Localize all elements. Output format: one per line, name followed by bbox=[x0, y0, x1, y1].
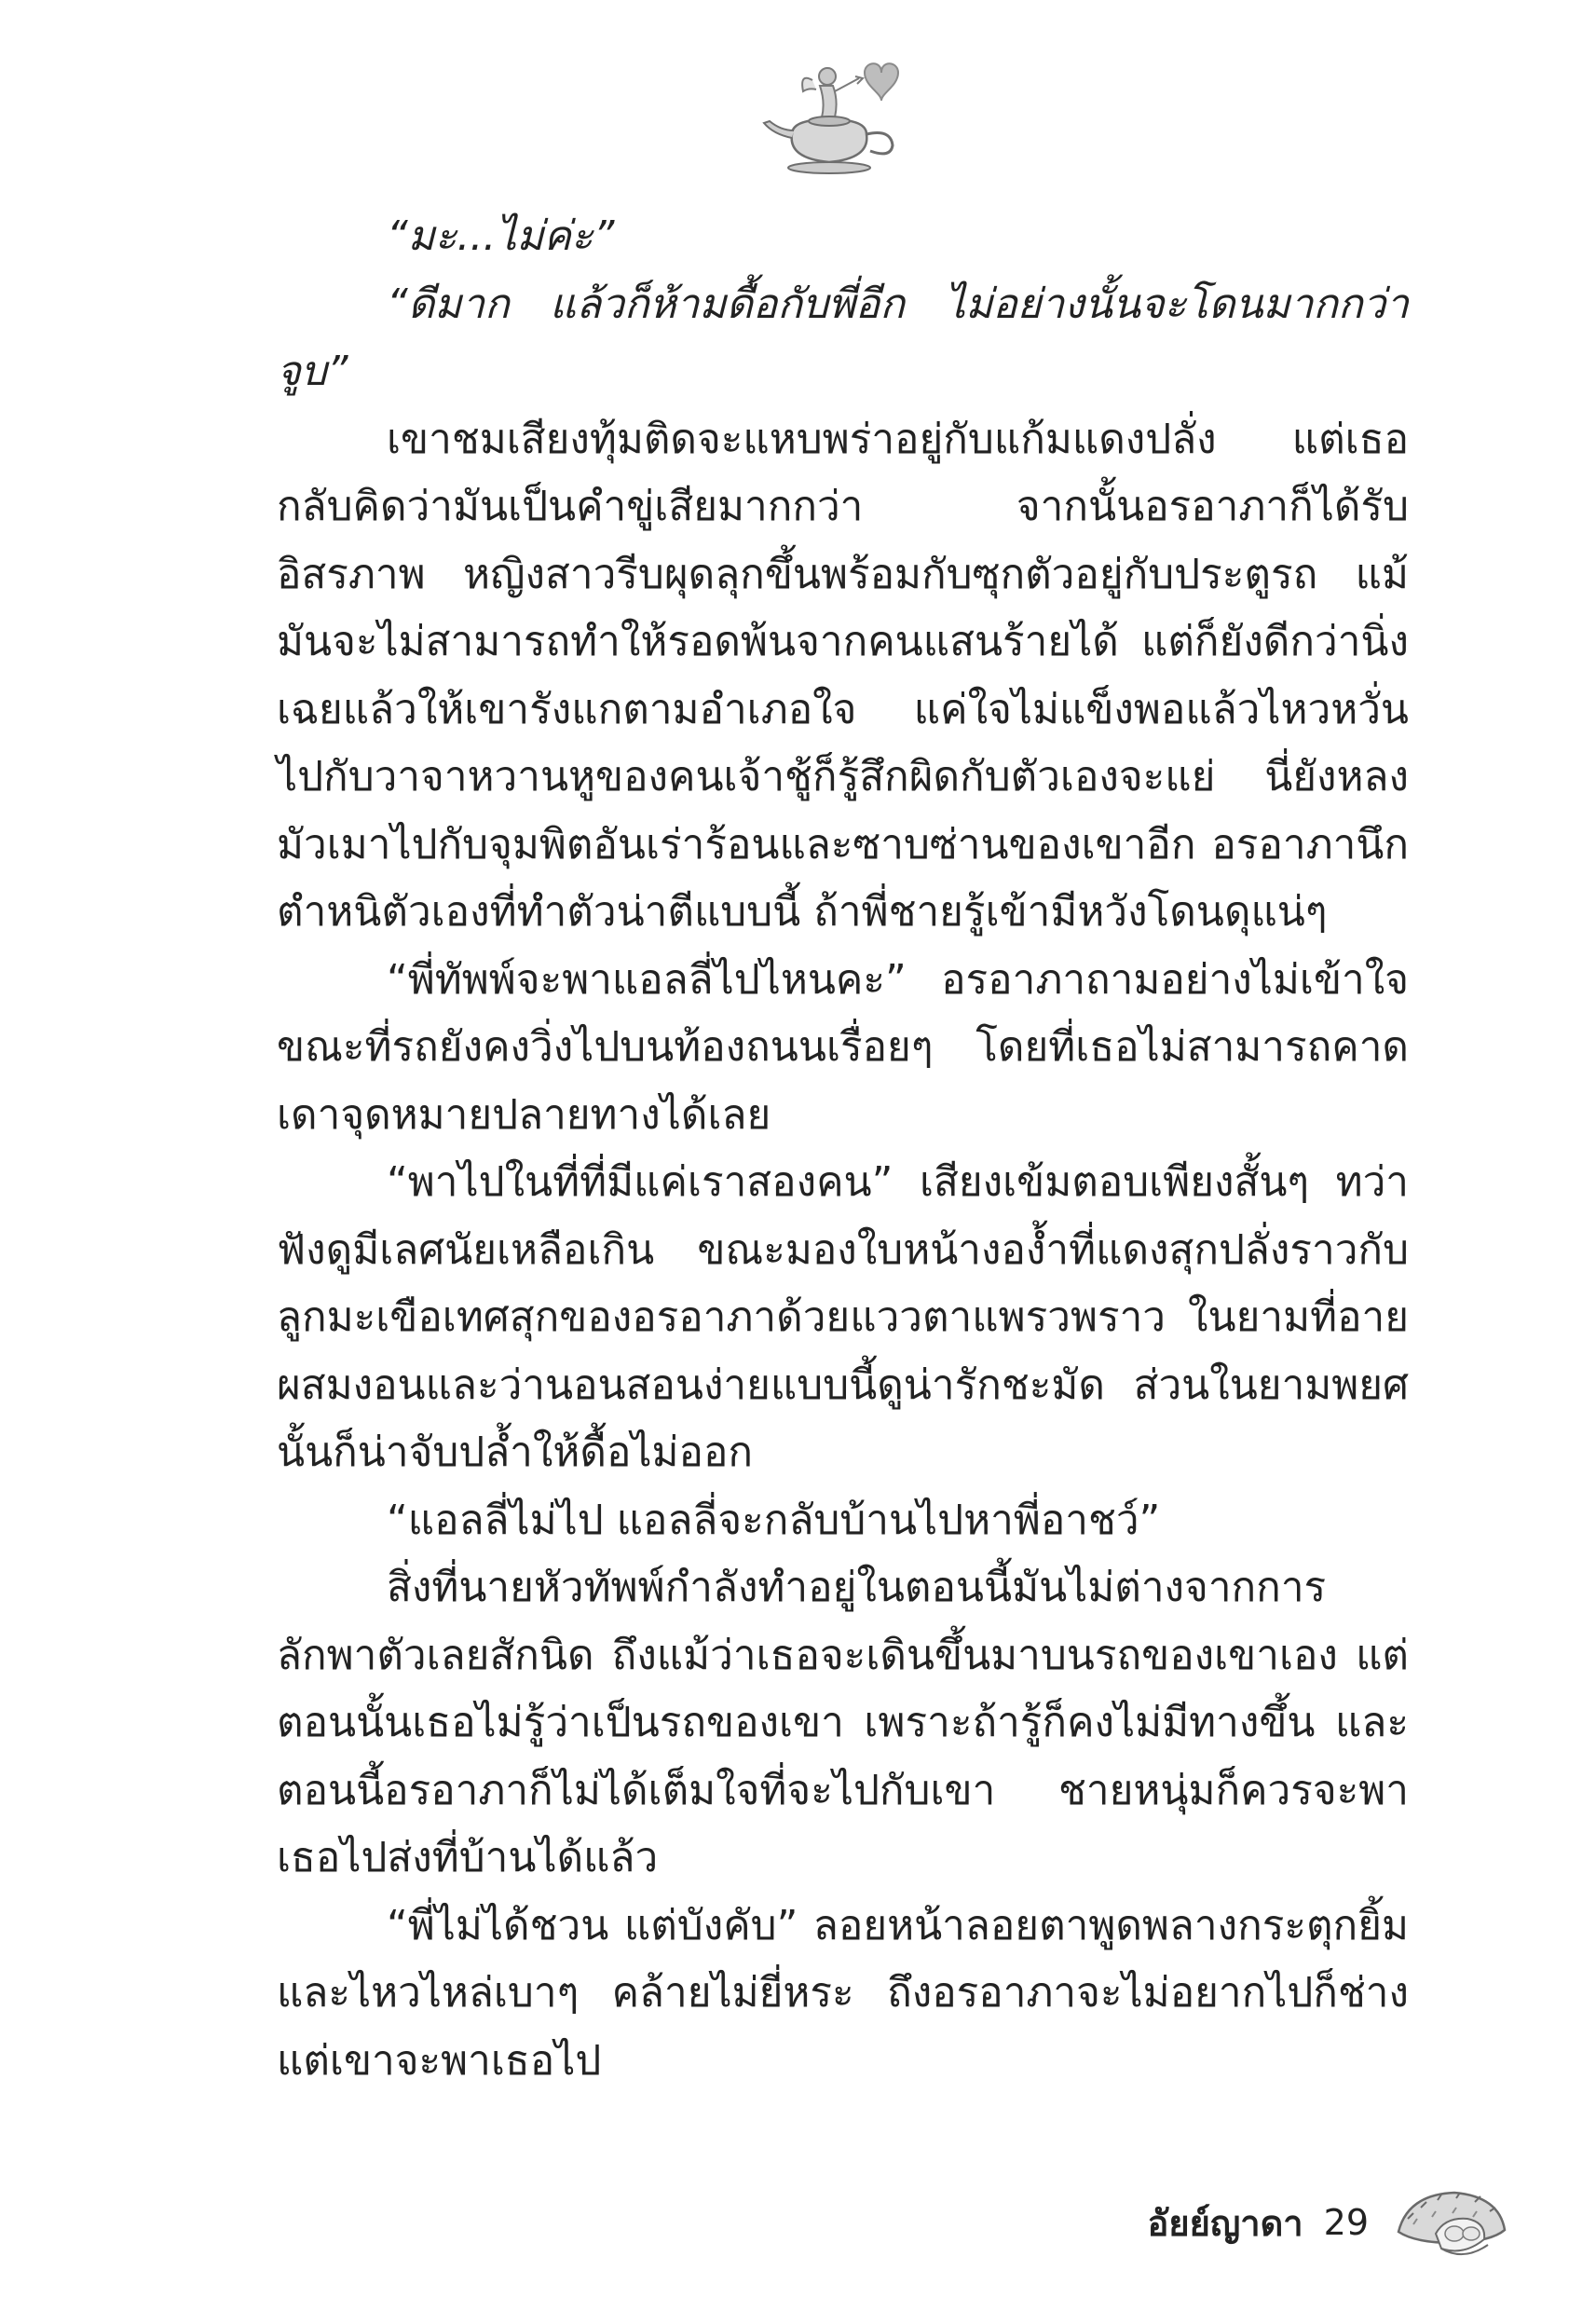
footer-author: อัยย์ญาดา bbox=[1147, 2202, 1303, 2244]
paragraph-6: “แอลลี่ไม่ไป แอลลี่จะกลับบ้านไปหาพี่อาชว์” bbox=[387, 1496, 1161, 1544]
paragraph-2: “ดีมาก แล้วก็ห้ามดื้อกับพี่อีก ไม่อย่างนั้นจะโดนมากกว่าจูบ” bbox=[277, 280, 1409, 395]
page-footer bbox=[1148, 2171, 1510, 2274]
paragraph-7: สิ่งที่นายหัวทัพพ์กำลังทำอยู่ในตอนนี้มันไม่ต่างจากการลักพาตัวเลยสักนิด ถึงแม้ว่าเธอจะเดินขึ้นมาบนรถของเขาเอง แต่ตอนนั้นเธอไม่รู้ว่าเป็นรถของเขา เพราะถ้ารู้ก็คงไม่มีทางขึ้น และตอนนี้อรอาภาก็ไม่ได้เต็มใจที่จะไปกับเขา ชายหนุ่มก็ควรจะพาเธอไปส่งที่บ้านได้แล้ว bbox=[277, 1564, 1409, 1881]
paragraph-3: เขาชมเสียงทุ้มติดจะแหบพร่าอยู่กับแก้มแดงปลั่ง แต่เธอกลับคิดว่ามันเป็นคำขู่เสียมากกว่า จากนั้นอรอาภาก็ได้รับอิสรภาพ หญิงสาวรีบผุดลุกขึ้นพร้อมกับซุกตัวอยู่กับประตูรถ แม้มันจะไม่สามารถทำให้รอดพ้นจากคนแสนร้ายได้ แต่ก็ยังดีกว่านิ่งเฉยแล้วให้เขารังแกตามอำเภอใจ แค่ใจไม่แข็งพอแล้วไหวหวั่นไปกับวาจาหวานหูของคนเจ้าชู้ก็รู้สึกผิดกับตัวเองจะแย่ นี่ยังหลงมัวเมาไปกับจุมพิตอันเร่าร้อนและซาบซ่านของเขาอีก อรอาภานึกตำหนิตัวเองที่ทำตัวน่าตีแบบนี้ ถ้าพี่ชายรู้เข้ามีหวังโดนดุแน่ๆ bbox=[277, 415, 1409, 936]
paragraph-4: “พี่ทัพพ์จะพาแอลลี่ไปไหนคะ” อรอาภาถามอย่างไม่เข้าใจขณะที่รถยังคงวิ่งไปบนท้องถนนเรื่อยๆ โดยที่เธอไม่สามารถคาดเดาจุดหมายปลายทางได้เลย bbox=[277, 955, 1409, 1139]
body-text bbox=[277, 203, 1409, 2095]
page-number: 29 bbox=[1323, 2202, 1369, 2243]
paragraph-8: “พี่ไม่ได้ชวน แต่บังคับ” ลอยหน้าลอยตาพูดพลางกระตุกยิ้มและไหวไหล่เบาๆ คล้ายไม่ยี่หระ ถึงอรอาภาจะไม่อยากไปก็ช่าง แต่เขาจะพาเธอไป bbox=[277, 1901, 1409, 2085]
paragraph-1: “มะ...ไม่ค่ะ” bbox=[387, 212, 615, 260]
paragraph-5: “พาไปในที่ที่มีแค่เราสองคน” เสียงเข้มตอบเพียงสั้นๆ ทว่าฟังดูมีเลศนัยเหลือเกิน ขณะมองใบหน้างองํ้าที่แดงสุกปลั่งราวกับลูกมะเขือเทศสุกของอรอาภาด้วยแววตาแพรวพราว ในยามที่อายผสมงอนและว่านอนสอนง่ายแบบนี้ดูน่ารักชะมัด ส่วนในยามพยศนั้นก็น่าจับปลํ้าให้ดื้อไม่ออก bbox=[277, 1158, 1409, 1476]
cupid-teapot-ornament-icon bbox=[755, 45, 913, 185]
durian-ornament-icon bbox=[1389, 2176, 1510, 2269]
